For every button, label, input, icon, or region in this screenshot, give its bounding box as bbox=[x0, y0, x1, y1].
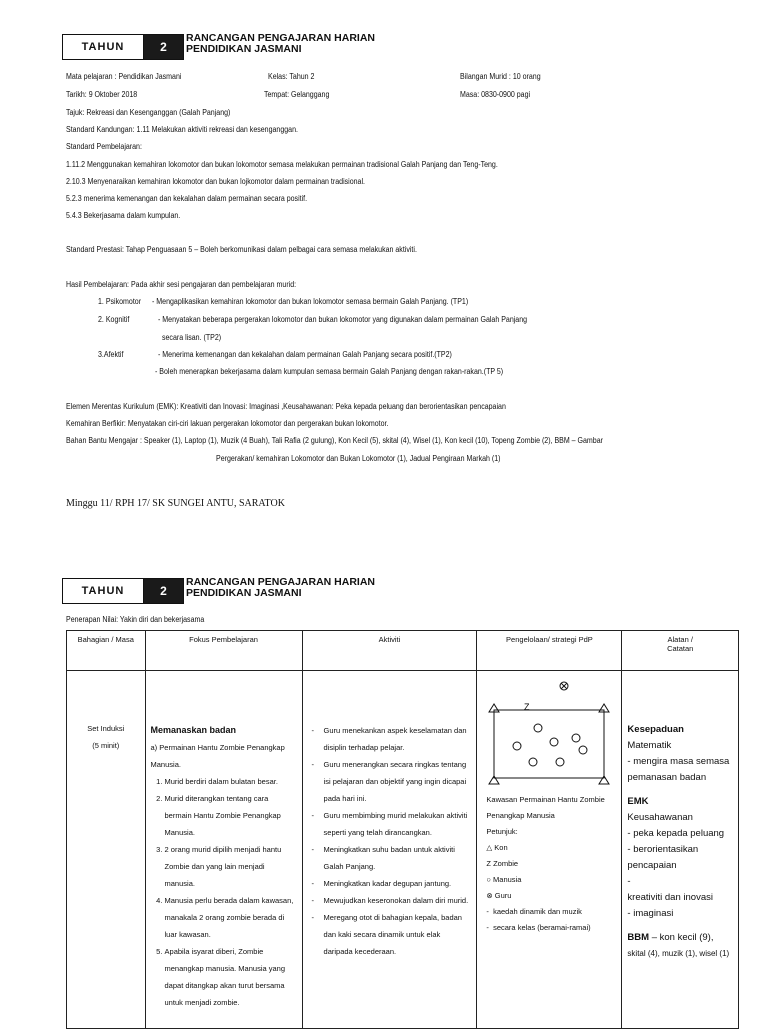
bahagian-cell: Set Induksi (5 minit) bbox=[67, 671, 146, 1029]
hasil-afektif-text: - Menerima kemenangan dan kekalahan dalam permainan Galah Panjang secara positif.(TP2) bbox=[158, 350, 452, 359]
legend-item: ⊗ Guru bbox=[486, 891, 512, 900]
fokus-cell bbox=[145, 671, 302, 1029]
hasil-label: Hasil Pembelajaran: Pada akhir sesi pengajaran dan pembelajaran murid: bbox=[66, 280, 297, 289]
emk-item: - bbox=[627, 876, 631, 887]
sp-item: 2.10.3 Menyenaraikan kemahiran lokomotor dan bukan lojkomotor dalam permainan tradisional. bbox=[66, 177, 365, 186]
tajuk: Tajuk: Rekreasi dan Kesenganggan (Galah Panjang) bbox=[66, 108, 231, 117]
emk-value: Keusahawanan bbox=[627, 812, 693, 823]
kesepaduan-value: Matematik bbox=[627, 740, 672, 751]
hasil-psikomotor-label: 1. Psikomotor bbox=[98, 297, 142, 306]
list-item: - Meregang otot di bahagian kepala, badan dan kaki secara dinamik untuk elak daripada kecederaan. bbox=[324, 909, 472, 960]
emk: Elemen Merentas Kurikulum (EMK): Kreativiti dan Inovasi: Imaginasi ,Keusahawanan: Peka kepada peluang dan berorientasikan pencapaian bbox=[66, 402, 506, 411]
bahan-bantu: Bahan Bantu Mengajar : Speaker (1), Laptop (1), Muzik (4 Buah), Tali Rafia (2 gulung), Kon Kecil (5), skital (4), Wisel (1), Kon kecil (10), Topeng Zombie (2), BBM – Gambar bbox=[66, 436, 603, 445]
col-header-alatan: Alatan / Catatan bbox=[622, 631, 739, 671]
strategi-item: - kaedah dinamik dan muzik bbox=[486, 907, 582, 916]
standard-prestasi: Standard Prestasi: Tahap Penguasaan 5 – Boleh berkomunikasi dalam pelbagai cara semasa melakukan aktiviti. bbox=[66, 245, 417, 254]
tempat: Tempat: Gelanggang bbox=[264, 90, 330, 99]
list-item: - Guru menerangkan secara ringkas tentang isi pelajaran dan objektif yang ingin dicapai pada hari ini. bbox=[324, 756, 472, 807]
fokus-title: Memanaskan badan bbox=[150, 725, 237, 735]
sp-item: 1.11.2 Menggunakan kemahiran lokomotor dan bukan lokomotor semasa melakukan permainan tradisional Galah Panjang dan Teng-Teng. bbox=[66, 160, 498, 169]
petunjuk-label: Petunjuk: bbox=[486, 827, 518, 836]
bbm-line: BBM – kon kecil (9), bbox=[627, 932, 714, 943]
col-header-fokus: Fokus Pembelajaran bbox=[145, 631, 302, 671]
col-header-aktiviti: Aktiviti bbox=[302, 631, 477, 671]
emk-label: EMK bbox=[627, 796, 649, 807]
z-letter: Z bbox=[486, 859, 494, 868]
kemahiran-berfikir: Kemahiran Berfikir: Menyatakan ciri-ciri lakuan pergerakan lokomotor dan pergerakan bukan lokomotor. bbox=[66, 419, 389, 428]
circle-icon bbox=[513, 742, 521, 750]
penerapan-nilai: Penerapan Nilai: Yakin diri dan bekerjasama bbox=[66, 615, 205, 624]
masa: Masa: 0830-0900 pagi bbox=[460, 90, 531, 99]
list-item: - Meningkatkan kadar degupan jantung. bbox=[324, 875, 472, 892]
circle-icon: ○ bbox=[486, 875, 494, 884]
bilangan-murid: Bilangan Murid : 10 orang bbox=[460, 72, 541, 81]
imaginasi: - imaginasi bbox=[627, 908, 674, 919]
list-item: 1. Murid berdiri dalam bulatan besar. bbox=[165, 773, 297, 790]
list-item: 5. Apabila isyarat diberi, Zombie menangkap manusia. Manusia yang dapat ditangkap akan turut bersama untuk menjadi zombie. bbox=[165, 943, 297, 1011]
bbm-line-2: skital (4), muzik (1), wisel (1) bbox=[627, 949, 730, 958]
list-item: - Mewujudkan keseronokan dalam diri murid. bbox=[324, 892, 472, 909]
play-area-rect bbox=[494, 710, 604, 778]
tahun-box bbox=[62, 578, 184, 604]
kawasan-caption: Kawasan Permainan Hantu Zombie Penangkap Manusia bbox=[486, 795, 605, 820]
circle-cross-icon: ⊗ bbox=[486, 891, 495, 900]
strategi-cell bbox=[477, 671, 622, 1029]
sp-item: 5.4.3 Bekerjasama dalam kumpulan. bbox=[66, 211, 181, 220]
circle-icon bbox=[579, 746, 587, 754]
lesson-table bbox=[66, 630, 739, 1029]
kesepaduan-label: Kesepaduan bbox=[627, 724, 684, 735]
tahun-value: 2 bbox=[144, 579, 183, 603]
emk-item: - peka kepada peluang bbox=[627, 828, 725, 839]
kelas: Kelas: Tahun 2 bbox=[268, 72, 315, 81]
circle-icon bbox=[556, 758, 564, 766]
strategi-item: - secara kelas (beramai-ramai) bbox=[486, 923, 591, 932]
tahun-label: TAHUN bbox=[63, 579, 144, 603]
fokus-sub: a) Permainan Hantu Zombie Penangkap Manusia. bbox=[150, 743, 285, 769]
list-item: - Meningkatkan suhu badan untuk aktiviti Galah Panjang. bbox=[324, 841, 472, 875]
emk-item: - berorientasikan pencapaian bbox=[627, 844, 699, 871]
list-item: 3. 2 orang murid dipilih menjadi hantu Zombie dan yang lain menjadi manusia. bbox=[165, 841, 297, 892]
hasil-afektif-text2: - Boleh menerapkan bekerjasama dalam kumpulan semasa bermain Galah Panjang dengan rakan-rakan.(TP 5) bbox=[155, 367, 504, 376]
game-area-diagram bbox=[480, 676, 618, 786]
circle-icon bbox=[550, 738, 558, 746]
sp-item: 5.2.3 menerima kemenangan dan kekalahan dalam permainan secara positif. bbox=[66, 194, 308, 203]
tarikh: Tarikh: 9 Oktober 2018 bbox=[66, 90, 138, 99]
page-title: RANCANGAN PENGAJARAN HARIAN PENDIDIKAN JASMANI bbox=[186, 32, 376, 55]
legend-item: ○ Manusia bbox=[486, 875, 522, 884]
bahan-bantu-2: Pergerakan/ kemahiran Lokomotor dan Bukan Lokomotor (1), Jadual Pengiraan Markah (1) bbox=[216, 454, 501, 463]
hasil-kognitif-label: 2. Kognitif bbox=[98, 315, 130, 324]
list-item: - Guru menekankan aspek keselamatan dan disiplin terhadap pelajar. bbox=[324, 722, 472, 756]
tahun-value: 2 bbox=[144, 35, 183, 59]
legend-item: Z Zombie bbox=[486, 859, 519, 868]
legend-item: △ Kon bbox=[486, 843, 508, 852]
triangle-icon: △ bbox=[486, 843, 495, 852]
tahun-label: TAHUN bbox=[63, 35, 144, 59]
list-item: 4. Manusia perlu berada dalam kawasan, manakala 2 orang zombie berada di luar kawasan. bbox=[165, 892, 297, 943]
standard-kandungan: Standard Kandungan: 1.11 Melakukan aktiviti rekreasi dan kesenganggan. bbox=[66, 125, 298, 134]
hasil-psikomotor-text: - Mengaplikasikan kemahiran lokomotor dan bukan lokomotor semasa bermain Galah Panjang. (TP1) bbox=[152, 297, 469, 306]
table-row bbox=[67, 671, 739, 1029]
standard-pembelajaran-label: Standard Pembelajaran: bbox=[66, 142, 142, 151]
list-item: 2. Murid diterangkan tentang cara bermain Hantu Zombie Penangkap Manusia. bbox=[165, 790, 297, 841]
kesepaduan-item: - mengira masa semasa pemanasan badan bbox=[627, 756, 730, 783]
guru-icon bbox=[560, 682, 568, 690]
catatan-cell bbox=[622, 671, 739, 1029]
page-title: RANCANGAN PENGAJARAN HARIAN PENDIDIKAN JASMANI bbox=[186, 576, 376, 599]
mata-pelajaran: Mata pelajaran : Pendidikan Jasmani bbox=[66, 72, 182, 81]
col-header-strategi: Pengelolaan/ strategi PdP bbox=[477, 631, 622, 671]
circle-icon bbox=[529, 758, 537, 766]
hasil-kognitif-text2: secara lisan. (TP2) bbox=[162, 333, 222, 342]
kreativiti: kreativiti dan inovasi bbox=[627, 892, 713, 903]
col-header-bahagian: Bahagian / Masa bbox=[67, 631, 146, 671]
table-header-row bbox=[67, 631, 739, 671]
circle-icon bbox=[572, 734, 580, 742]
zombie-marker: Z bbox=[524, 702, 530, 712]
hasil-afektif-label: 3.Afektif bbox=[98, 350, 124, 359]
circle-icon bbox=[534, 724, 542, 732]
hasil-kognitif-text: - Menyatakan beberapa pergerakan lokomotor dan bukan lokomotor yang digunakan dalam permainan Galah Panjang bbox=[158, 315, 528, 324]
list-item: - Guru membimbing murid melakukan aktiviti seperti yang telah dirancangkan. bbox=[324, 807, 472, 841]
aktiviti-cell bbox=[302, 671, 477, 1029]
page-footer: Minggu 11/ RPH 17/ SK SUNGEI ANTU, SARATOK bbox=[66, 498, 285, 509]
